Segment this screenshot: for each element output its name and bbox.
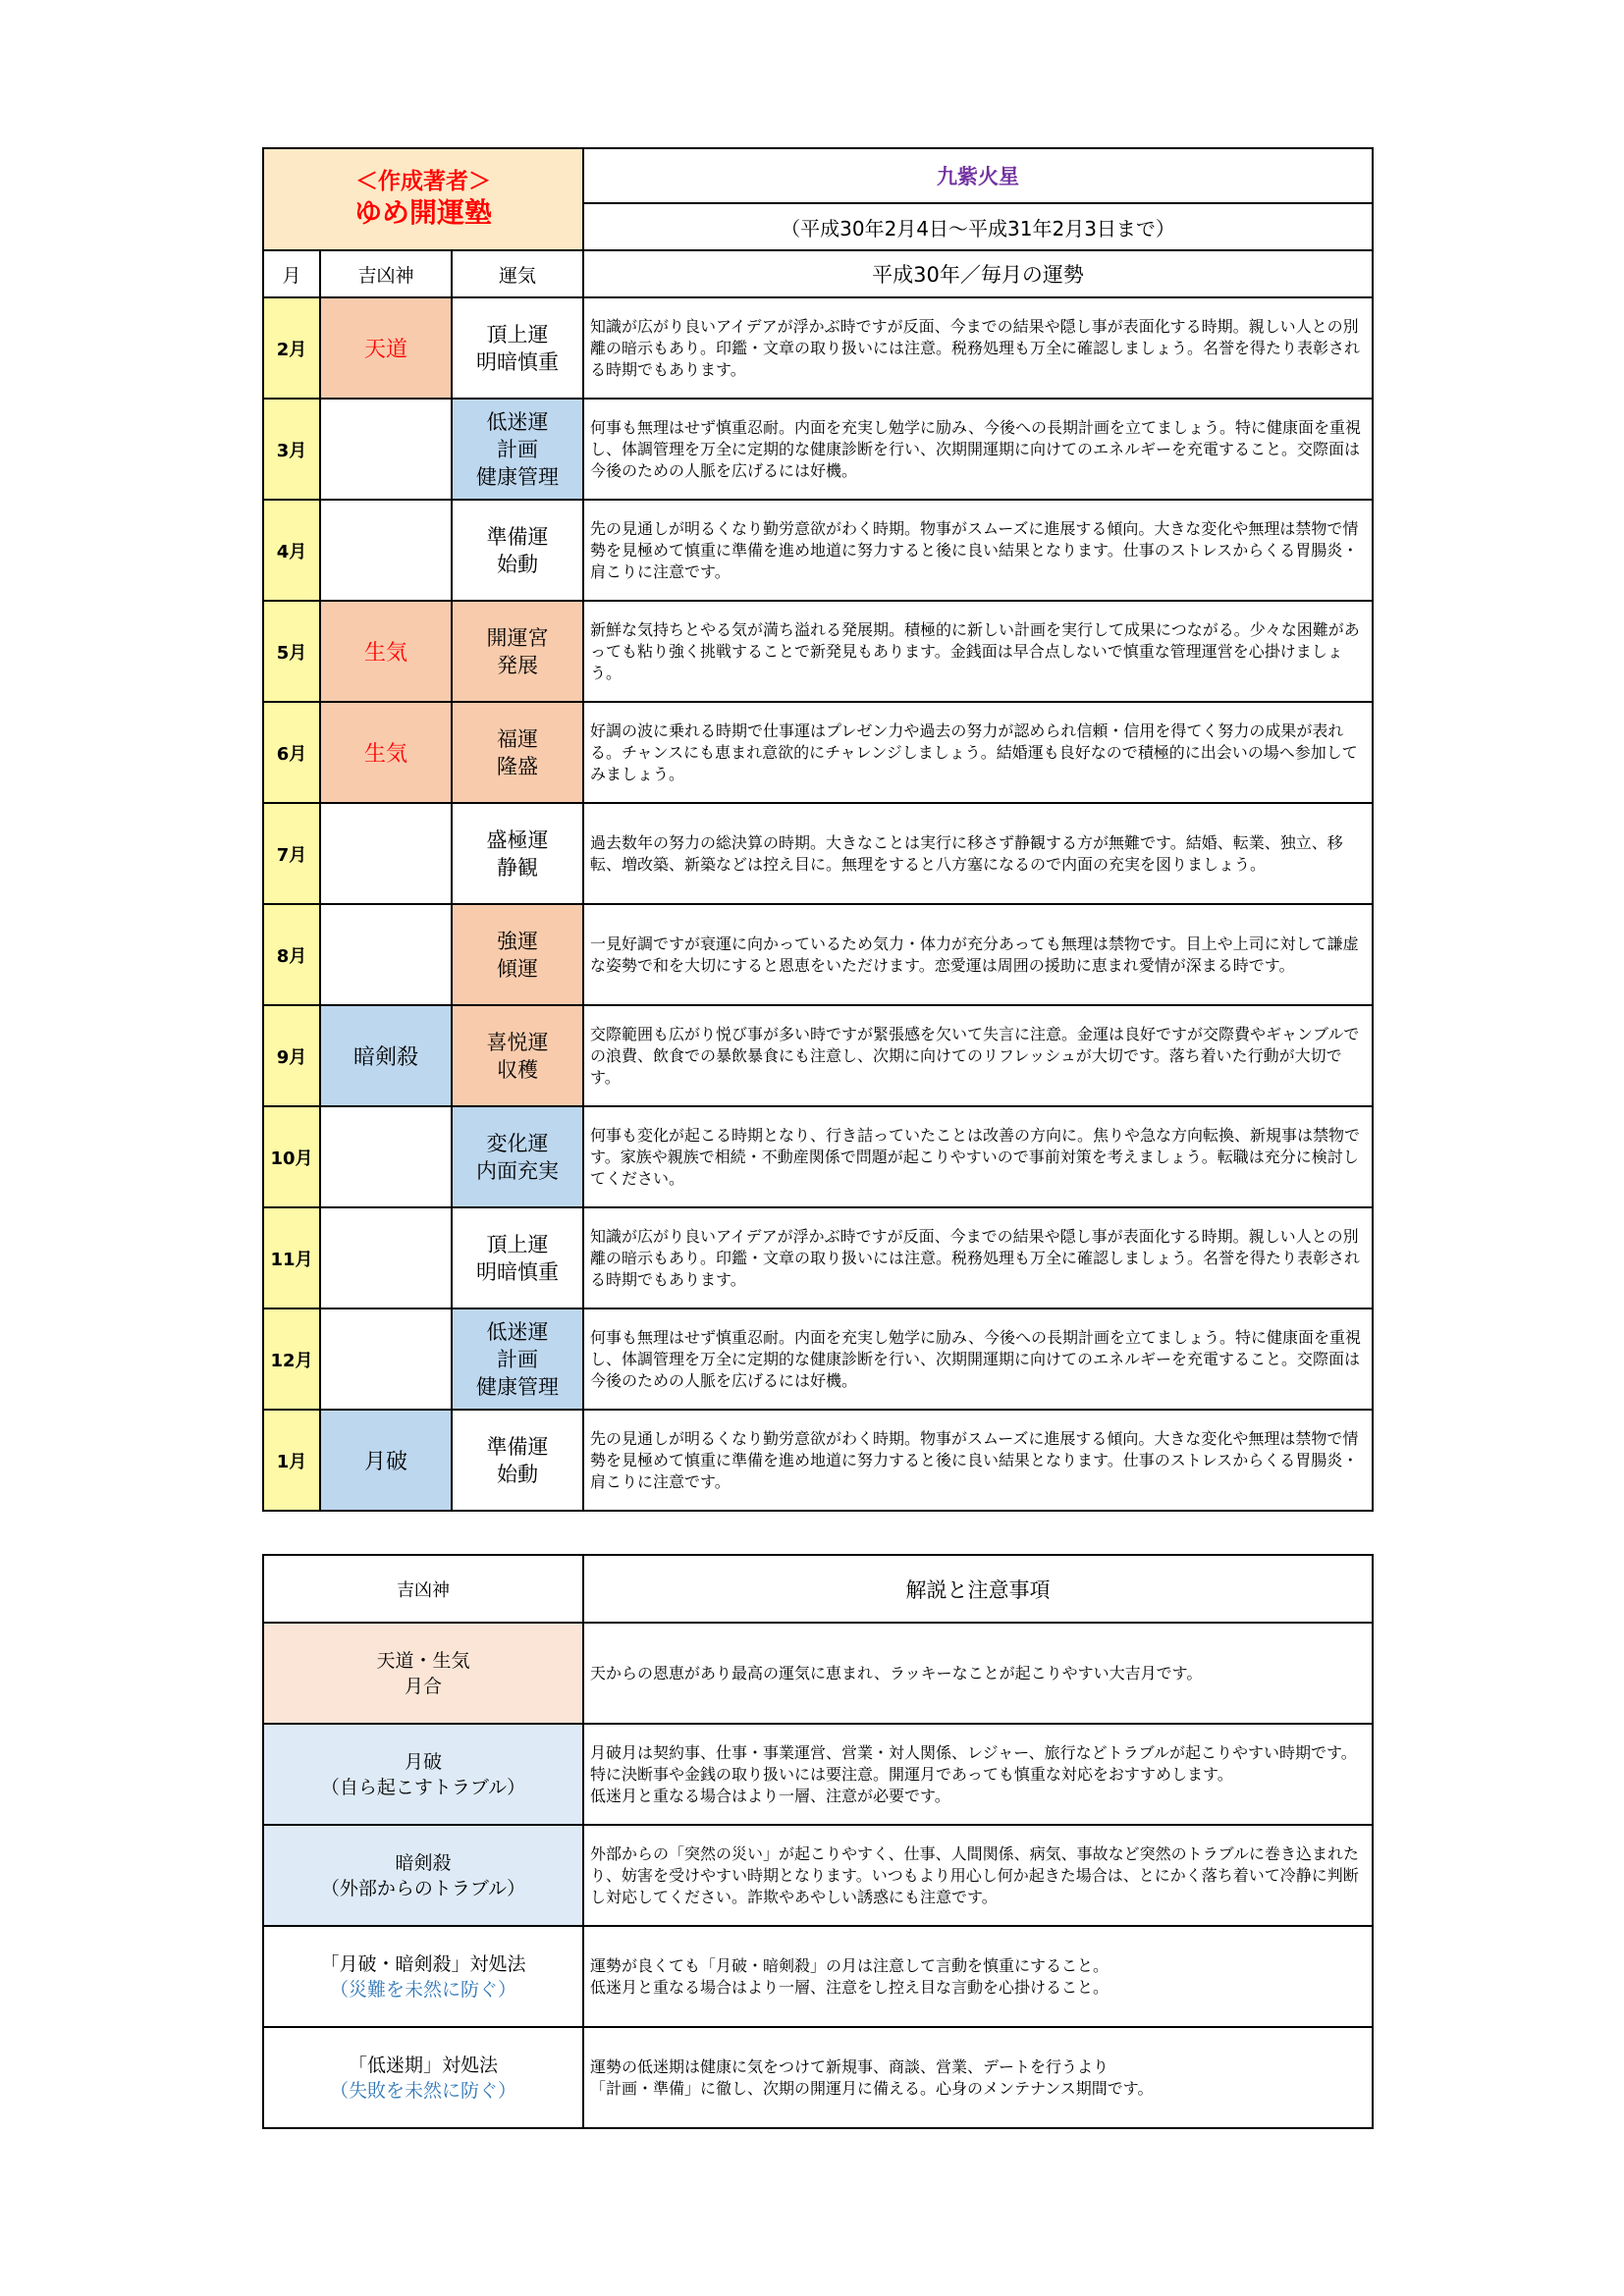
unki-cell xyxy=(452,1106,583,1207)
legend-name-line: 天道・生気 xyxy=(376,1649,470,1672)
unki-line: 始動 xyxy=(497,1462,539,1486)
fortune-text: 知識が広がり良いアイデアが浮かぶ時ですが反面、今までの結果や隠し事が表面化する時期。親しい人との別離の暗示もあり。印鑑・文章の取り扱いには注意。税務処理も万全に確認しましょう。名誉を得たり表彰される時期でもあります。 xyxy=(583,1207,1373,1308)
legend-name-line: 「低迷期」対処法 xyxy=(348,2054,498,2076)
month-label: 7月 xyxy=(263,803,320,904)
legend-name xyxy=(263,1825,583,1926)
legend-row xyxy=(263,1926,1373,2027)
col-header-month: 月 xyxy=(263,250,320,297)
unki-line: 明暗慎重 xyxy=(476,1259,560,1284)
legend-description xyxy=(583,2027,1373,2128)
star-title-text: 九紫火星 xyxy=(937,165,1020,188)
unki-line: 準備運 xyxy=(486,524,549,549)
col-header-fortune: 平成30年／毎月の運勢 xyxy=(583,250,1373,297)
kichi-god: 生気 xyxy=(320,601,452,702)
legend-name-line: 「月破・暗剣殺」対処法 xyxy=(320,1952,526,1975)
month-label: 12月 xyxy=(263,1308,320,1410)
unki-line: 傾運 xyxy=(497,956,539,981)
legend-table xyxy=(262,1554,1374,2129)
kichi-god xyxy=(320,803,452,904)
unki-line: 喜悦運 xyxy=(486,1030,549,1054)
kichi-god xyxy=(320,1106,452,1207)
kichi-god: 暗剣殺 xyxy=(320,1005,452,1106)
period-cell: （平成30年2月4日～平成31年2月3日まで） xyxy=(583,203,1373,250)
kichi-god: 生気 xyxy=(320,702,452,803)
unki-cell xyxy=(452,803,583,904)
legend-name-line: 月破 xyxy=(404,1750,442,1773)
fortune-text: 何事も変化が起こる時期となり、行き詰っていたことは改善の方向に。焦りや急な方向転換、新規事は禁物です。家族や親族で相続・不動産関係で問題が起こりやすいので事前対策を考えましょう。転職は充分に検討してください。 xyxy=(583,1106,1373,1207)
month-label: 8月 xyxy=(263,904,320,1005)
unki-line: 健康管理 xyxy=(476,1374,560,1399)
legend-description-line: 運勢の低迷期は健康に気をつけて新規事、商談、営業、デートを行うより xyxy=(590,2056,1110,2076)
unki-line: 内面充実 xyxy=(476,1158,560,1183)
month-row xyxy=(263,1207,1373,1308)
month-row xyxy=(263,803,1373,904)
legend-name xyxy=(263,1623,583,1724)
kichi-god xyxy=(320,904,452,1005)
fortune-text: 交際範囲も広がり悦び事が多い時ですが緊張感を欠いて失言に注意。金運は良好ですが交際費やギャンブルでの浪費、飲食での暴飲暴食にも注意し、次期に向けてのリフレッシュが大切です。落ち着いた行動が大切です。 xyxy=(583,1005,1373,1106)
legend-row xyxy=(263,2027,1373,2128)
kichi-god: 天道 xyxy=(320,297,452,399)
legend-description xyxy=(583,1926,1373,2027)
unki-line: 収穫 xyxy=(497,1057,539,1082)
unki-cell xyxy=(452,1308,583,1410)
legend-name xyxy=(263,2027,583,2128)
month-row xyxy=(263,399,1373,500)
unki-line: 低迷運 xyxy=(486,409,549,434)
unki-line: 福運 xyxy=(497,726,539,751)
month-label: 3月 xyxy=(263,399,320,500)
author-label: ＜作成著者＞ xyxy=(355,169,492,194)
month-row xyxy=(263,1106,1373,1207)
star-title xyxy=(583,148,1373,203)
unki-line: 準備運 xyxy=(486,1434,549,1459)
legend-name-line: 暗剣殺 xyxy=(395,1851,452,1874)
unki-cell xyxy=(452,297,583,399)
kichi-god xyxy=(320,1308,452,1410)
month-label: 2月 xyxy=(263,297,320,399)
fortune-text: 好調の波に乗れる時期で仕事運はプレゼン力や過去の努力が認められ信頼・信用を得てく努力の成果が表れる。チャンスにも恵まれ意欲的にチャレンジしましょう。結婚運も良好なので積極的に出会いの場へ参加してみましょう。 xyxy=(583,702,1373,803)
month-row xyxy=(263,1308,1373,1410)
legend-row xyxy=(263,1825,1373,1926)
unki-cell xyxy=(452,500,583,601)
legend-description xyxy=(583,1724,1373,1825)
legend-name xyxy=(263,1724,583,1825)
fortune-text: 先の見通しが明るくなり勤労意欲がわく時期。物事がスムーズに進展する傾向。大きな変化や無理は禁物で情勢を見極めて慎重に準備を進め地道に努力すると後に良い結果となります。仕事のストレスからくる胃腸炎・肩こりに注意です。 xyxy=(583,1410,1373,1511)
legend-name-subtitle: （災難を未然に防ぐ） xyxy=(329,1978,516,2001)
legend-name-line: （外部からのトラブル） xyxy=(320,1877,526,1899)
legend-name xyxy=(263,1926,583,2027)
unki-cell xyxy=(452,399,583,500)
monthly-fortune-table xyxy=(262,147,1374,1512)
legend-description xyxy=(583,1825,1373,1926)
unki-line: 始動 xyxy=(497,552,539,576)
month-row xyxy=(263,601,1373,702)
unki-cell xyxy=(452,601,583,702)
col-header-unki: 運気 xyxy=(452,250,583,297)
unki-line: 頂上運 xyxy=(486,1232,549,1256)
legend-description xyxy=(583,1623,1373,1724)
month-row xyxy=(263,1410,1373,1511)
legend-name-line: 月合 xyxy=(404,1675,442,1697)
unki-cell xyxy=(452,1410,583,1511)
unki-line: 開運宮 xyxy=(486,625,549,650)
fortune-text: 何事も無理はせず慎重忍耐。内面を充実し勉学に励み、今後への長期計画を立てましょう。特に健康面を重視し、体調管理を万全に定期的な健康診断を行い、次期開運期に向けてのエネルギーを充電すること。交際面は今後のための人脈を広げるには好機。 xyxy=(583,1308,1373,1410)
author-cell xyxy=(263,148,583,250)
legend-description-line: 天からの恩恵があり最高の運気に恵まれ、ラッキーなことが起こりやすい大吉月です。 xyxy=(590,1663,1203,1682)
unki-cell xyxy=(452,1005,583,1106)
legend-col-desc: 解説と注意事項 xyxy=(583,1555,1373,1623)
legend-col-kichi: 吉凶神 xyxy=(263,1555,583,1623)
legend-name-line: （自ら起こすトラブル） xyxy=(320,1776,526,1798)
author-name: ゆめ開運塾 xyxy=(354,196,493,229)
month-label: 10月 xyxy=(263,1106,320,1207)
unki-line: 隆盛 xyxy=(497,754,539,778)
kichi-god xyxy=(320,399,452,500)
month-row xyxy=(263,904,1373,1005)
unki-cell xyxy=(452,1207,583,1308)
unki-line: 明暗慎重 xyxy=(476,349,560,374)
month-label: 6月 xyxy=(263,702,320,803)
legend-description-line: 低迷月と重なる場合はより一層、注意をし控え目な言動を心掛けること。 xyxy=(590,1977,1110,1997)
unki-line: 低迷運 xyxy=(486,1319,549,1344)
fortune-text: 何事も無理はせず慎重忍耐。内面を充実し勉学に励み、今後への長期計画を立てましょう。特に健康面を重視し、体調管理を万全に定期的な健康診断を行い、次期開運期に向けてのエネルギーを充電すること。交際面は今後のための人脈を広げるには好機。 xyxy=(583,399,1373,500)
fortune-text: 一見好調ですが衰運に向かっているため気力・体力が充分あっても無理は禁物です。目上や上司に対して謙虚な姿勢で和を大切にすると恩恵をいただけます。恋愛運は周囲の援助に恵まれ愛情が深まる時です。 xyxy=(583,904,1373,1005)
month-row xyxy=(263,1005,1373,1106)
month-row xyxy=(263,500,1373,601)
month-label: 9月 xyxy=(263,1005,320,1106)
month-row xyxy=(263,702,1373,803)
unki-line: 計画 xyxy=(497,1347,539,1371)
unki-line: 盛極運 xyxy=(486,828,549,852)
fortune-text: 過去数年の努力の総決算の時期。大きなことは実行に移さず静観する方が無難です。結婚、転業、独立、移転、増改築、新築などは控え目に。無理をすると八方塞になるので内面の充実を図りましょう。 xyxy=(583,803,1373,904)
fortune-text: 先の見通しが明るくなり勤労意欲がわく時期。物事がスムーズに進展する傾向。大きな変化や無理は禁物で情勢を見極めて慎重に準備を進め地道に努力すると後に良い結果となります。仕事のストレスからくる胃腸炎・肩こりに注意です。 xyxy=(583,500,1373,601)
legend-description-line: 外部からの「突然の災い」が起こりやすく、仕事、人間関係、病気、事故など突然のトラブルに巻き込まれたり、妨害を受けやすい時期となります。いつもより用心し何か起きた場合は、とにかく落ち着いて冷静に判断し対応してください。詐欺やあやしい誘惑にも注意です。 xyxy=(590,1843,1360,1906)
unki-cell xyxy=(452,904,583,1005)
kichi-god xyxy=(320,500,452,601)
fortune-text: 新鮮な気持ちとやる気が満ち溢れる発展期。積極的に新しい計画を実行して成果につながる。少々な困難があっても粘り強く挑戦することで新発見もあります。金銭面は早合点しないで慎重な管理運営を心掛けましょう。 xyxy=(583,601,1373,702)
legend-row xyxy=(263,1724,1373,1825)
unki-line: 健康管理 xyxy=(476,464,560,489)
month-label: 1月 xyxy=(263,1410,320,1511)
legend-description-line: 低迷月と重なる場合はより一層、注意が必要です。 xyxy=(590,1786,950,1805)
legend-description-line: 月破月は契約事、仕事・事業運営、営業・対人関係、レジャー、旅行などトラブルが起こりやすい時期です。特に決断事や金銭の取り扱いには要注意。開運月であっても慎重な対応をおすすめします。 xyxy=(590,1742,1357,1784)
unki-line: 発展 xyxy=(497,653,539,677)
month-label: 11月 xyxy=(263,1207,320,1308)
unki-line: 強運 xyxy=(497,929,539,953)
kichi-god: 月破 xyxy=(320,1410,452,1511)
legend-name-subtitle: （失敗を未然に防ぐ） xyxy=(329,2079,516,2102)
unki-line: 計画 xyxy=(497,437,539,461)
month-label: 4月 xyxy=(263,500,320,601)
unki-line: 頂上運 xyxy=(486,322,549,347)
kichi-god xyxy=(320,1207,452,1308)
month-row xyxy=(263,297,1373,399)
legend-description-line: 「計画・準備」に徹し、次期の開運月に備える。心身のメンテナンス期間です。 xyxy=(590,2078,1154,2098)
col-header-kichi: 吉凶神 xyxy=(320,250,452,297)
legend-row xyxy=(263,1623,1373,1724)
unki-cell xyxy=(452,702,583,803)
unki-line: 変化運 xyxy=(486,1131,549,1155)
legend-description-line: 運勢が良くても「月破・暗剣殺」の月は注意して言動を慎重にすること。 xyxy=(590,1955,1110,1975)
fortune-text: 知識が広がり良いアイデアが浮かぶ時ですが反面、今までの結果や隠し事が表面化する時期。親しい人との別離の暗示もあり。印鑑・文章の取り扱いには注意。税務処理も万全に確認しましょう。名誉を得たり表彰される時期でもあります。 xyxy=(583,297,1373,399)
month-label: 5月 xyxy=(263,601,320,702)
unki-line: 静観 xyxy=(497,855,539,880)
